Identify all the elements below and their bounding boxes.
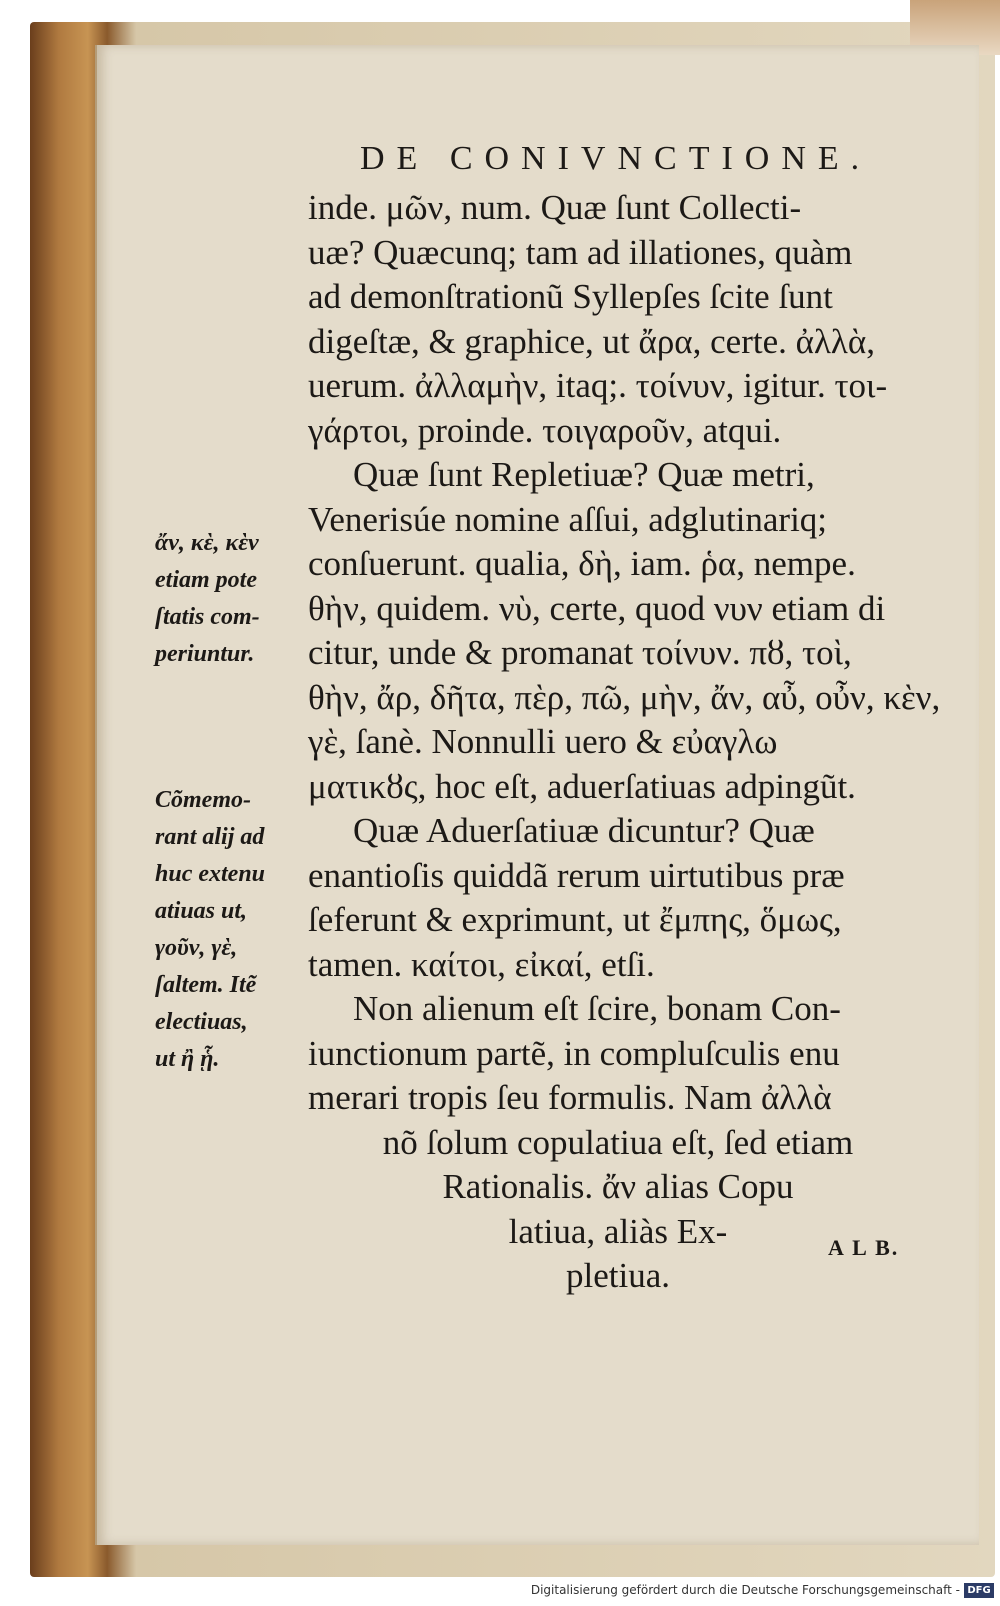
margin-note-line: ut ἢ ᾗ. xyxy=(155,1046,220,1072)
body-line: latiua, aliàs Ex- xyxy=(508,1211,728,1251)
body-line: digeſtæ, & graphice, ut ἄρα, certe. ἀλλὰ, xyxy=(308,321,875,361)
signature-mark: A L B. xyxy=(828,1235,900,1260)
body-line: Quæ Aduerſatiuæ dicuntur? Quæ xyxy=(353,811,815,850)
margin-note-line: periuntur. xyxy=(155,641,255,667)
margin-note-line: ἄν, κὲ, κὲν xyxy=(155,530,259,556)
body-line: ſeferunt & exprimunt, ut ἔμπης, ὅμως, xyxy=(308,900,842,939)
body-line: θὴν, ἄρ, δῆτα, πὲρ, πῶ, μὴν, ἄν, αὖ, οὖν, κὲν, xyxy=(308,677,941,717)
footer-bar xyxy=(0,1580,1000,1606)
margin-note-line: etiam pote xyxy=(155,567,257,593)
body-line: pletiua. xyxy=(566,1256,670,1295)
body-line: Rationalis. ἄν alias Copu xyxy=(442,1167,794,1206)
body-line: conſuerunt. qualia, δὴ, iam. ῥα, nempe. xyxy=(308,544,856,583)
body-line: ματικȣς, hoc eſt, aduerſatiuas adpingũt. xyxy=(308,766,856,806)
body-line: Non alienum eſt ſcire, bonam Con- xyxy=(353,989,841,1028)
body-line: tamen. καίτοι, εἰκαί, etſi. xyxy=(308,944,655,984)
body-line: θὴν, quidem. νὺ, certe, quod νυν etiam di xyxy=(308,588,886,628)
funding-credit: Digitalisierung gefördert durch die Deutsche Forschungsgemeinschaft - xyxy=(530,1583,960,1597)
body-line: inde. μῶν, num. Quæ ſunt Collecti- xyxy=(308,188,802,227)
body-line: uæ? Quæcunq; tam ad illationes, quàm xyxy=(308,232,853,272)
body-line: nõ ſolum copulatiua eſt, ſed etiam xyxy=(382,1122,854,1162)
margin-note-line: electiuas, xyxy=(155,1009,248,1035)
body-text xyxy=(308,186,941,1299)
body-line: ad demonſtrationũ Syllepſes ſcite ſunt xyxy=(308,277,833,316)
margin-note-line: Cõmemo- xyxy=(155,787,251,813)
body-line: citur, unde & promanat τοίνυν. πȣ, τοὶ, xyxy=(308,633,852,672)
body-line: Quæ ſunt Repletiuæ? Quæ metri, xyxy=(353,455,815,494)
margin-note-line: ſaltem. Itẽ xyxy=(155,972,257,998)
page-header: DE CONIVNCTIONE. xyxy=(360,140,872,177)
margin-note-line: rant alij ad xyxy=(155,824,265,850)
margin-note-line: γοῦν, γὲ, xyxy=(155,935,238,961)
body-line: Venerisúe nomine aſſui, adglutinariq; xyxy=(308,499,828,539)
body-line: uerum. ἀλλαμὴν, itaq;. τοίνυν, igitur. τοι- xyxy=(308,366,888,405)
margin-note-line: atiuas ut, xyxy=(155,898,248,924)
body-line: γὲ, ſanè. Nonnulli uero & εὐαγλω xyxy=(308,722,778,761)
margin-note xyxy=(155,525,305,673)
margin-note xyxy=(155,782,305,1078)
body-line: iunctionum partẽ, in compluſculis enu xyxy=(308,1033,840,1073)
dfg-logo-icon: DFG xyxy=(964,1583,994,1598)
margin-note-line: huc extenu xyxy=(155,861,266,887)
body-line: enantioſis quiddã rerum uirtutibus præ xyxy=(308,855,845,895)
margin-note-line: ſtatis com- xyxy=(155,604,260,630)
body-line: merari tropis ſeu formulis. Nam ἀλλὰ xyxy=(308,1078,832,1117)
body-line: γάρτοι, proinde. τοιγαροῦν, atqui. xyxy=(308,410,782,450)
